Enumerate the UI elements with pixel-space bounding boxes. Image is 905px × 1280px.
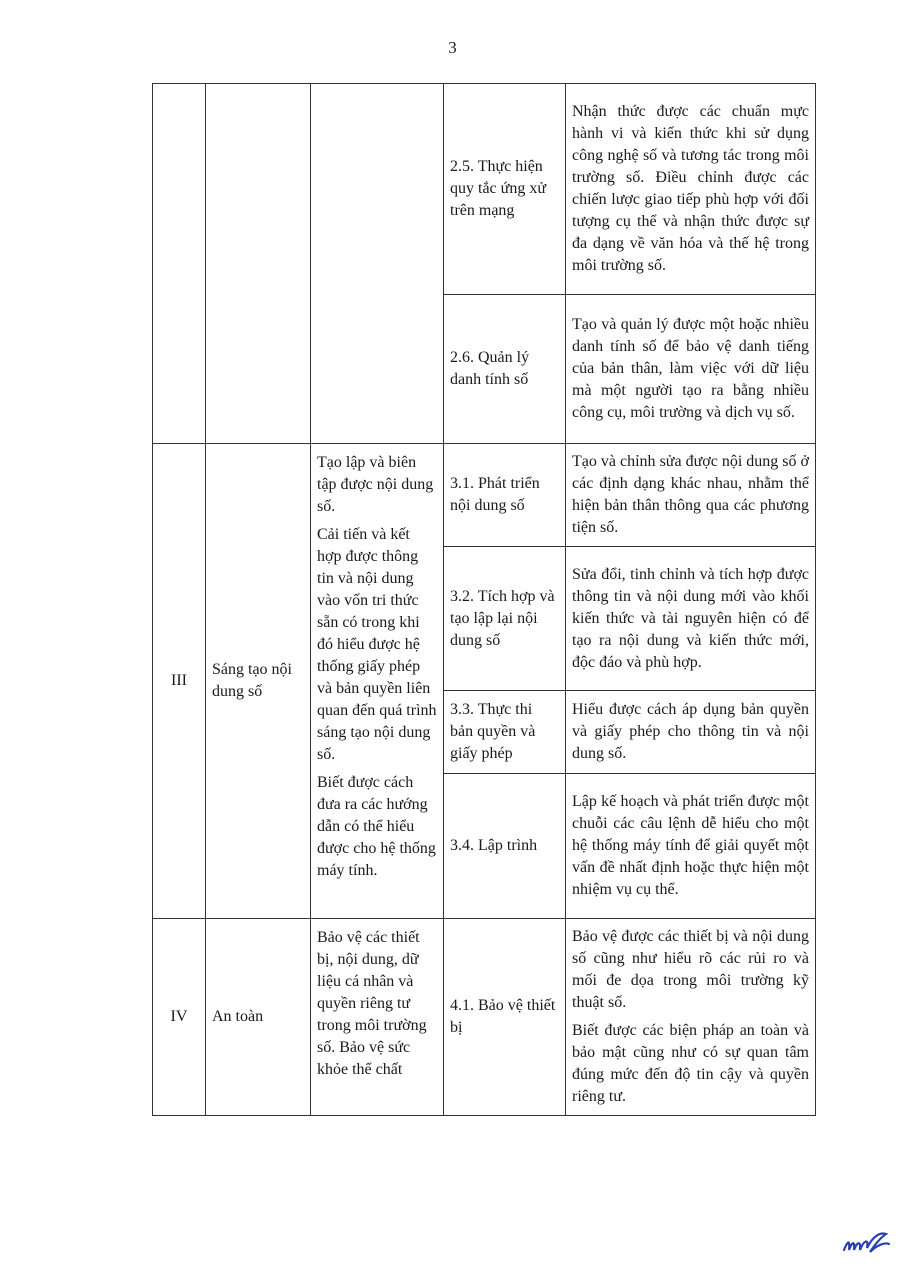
competency-description: Lập kế hoạch và phát triển được một chuỗi các câu lệnh dễ hiểu cho một hệ thống máy tính để giải quyết một vấn đề nhất định hoặc thực hiện một nhiệm vụ cụ thể. xyxy=(566,774,816,919)
competency-code: 3.4. Lập trình xyxy=(444,774,566,919)
competency-description: Hiểu được cách áp dụng bản quyền và giấy phép cho thông tin và nội dung số. xyxy=(566,691,816,774)
section-name: An toàn xyxy=(206,919,311,1116)
section-objectives: Bảo vệ các thiết bị, nội dung, dữ liệu cá nhân và quyền riêng tư trong môi trường số. Bảo vệ sức khỏe thể chất xyxy=(311,919,444,1116)
competency-description: Tạo và chỉnh sửa được nội dung số ở các định dạng khác nhau, nhằm thể hiện bản thân thông qua các phương tiện số. xyxy=(566,444,816,547)
section-objectives: Tạo lập và biên tập được nội dung số. Cải tiến và kết hợp được thông tin và nội dung vào vốn tri thức sẵn có trong khi đó hiểu được hệ thống giấy phép và bản quyền liên quan đến quá trình sáng tạo nội dung số. Biết được cách đưa ra các hướng dẫn có thể hiểu được cho hệ thống máy tính. xyxy=(311,444,444,919)
competency-table xyxy=(152,83,816,1116)
competency-code: 3.3. Thực thi bản quyền và giấy phép xyxy=(444,691,566,774)
section-name: Sáng tạo nội dung số xyxy=(206,444,311,919)
empty-cell xyxy=(153,84,206,444)
competency-code: 2.6. Quản lý danh tính số xyxy=(444,295,566,444)
competency-description: Nhận thức được các chuẩn mực hành vi và kiến thức khi sử dụng công nghệ số và tương tác trong môi trường số. Điều chỉnh được các chiến lược giao tiếp phù hợp với đối tượng cụ thể và nhận thức được sự đa dạng về văn hóa và thế hệ trong môi trường số. xyxy=(566,84,816,295)
table-row xyxy=(153,919,816,1116)
empty-cell xyxy=(206,84,311,444)
table-row xyxy=(153,84,816,295)
competency-description: Bảo vệ được các thiết bị và nội dung số cũng như hiểu rõ các rủi ro và mối đe dọa trong môi trường kỹ thuật số. Biết được các biện pháp an toàn và bảo mật cũng như có sự quan tâm đúng mức đến độ tin cậy và quyền riêng tư. xyxy=(566,919,816,1116)
competency-description: Tạo và quản lý được một hoặc nhiều danh tính số để bảo vệ danh tiếng của bản thân, làm việc với dữ liệu mà một người tạo ra bằng nhiều công cụ, môi trường và dịch vụ số. xyxy=(566,295,816,444)
empty-cell xyxy=(311,84,444,444)
competency-code: 3.1. Phát triển nội dung số xyxy=(444,444,566,547)
competency-description: Sửa đổi, tinh chỉnh và tích hợp được thông tin và nội dung mới vào khối kiến thức và tài nguyên hiện có để tạo ra nội dung và kiến thức mới, độc đáo và phù hợp. xyxy=(566,547,816,691)
competency-code: 2.5. Thực hiện quy tắc ứng xử trên mạng xyxy=(444,84,566,295)
page-number: 3 xyxy=(448,38,457,57)
table-row xyxy=(153,444,816,547)
competency-code: 3.2. Tích hợp và tạo lập lại nội dung số xyxy=(444,547,566,691)
competency-code: 4.1. Bảo vệ thiết bị xyxy=(444,919,566,1116)
section-number: III xyxy=(153,444,206,919)
signature-initials xyxy=(840,1228,892,1258)
section-number: IV xyxy=(153,919,206,1116)
